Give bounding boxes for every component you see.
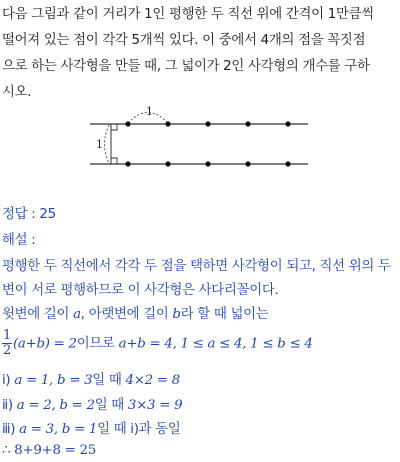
right-angle-mark-top: [111, 124, 117, 130]
problem-line: 으로 하는 사각형을 만들 때, 그 넓이가 2인 사각형의 개수를 구하: [2, 59, 370, 74]
case-calc: 3×3 = 9: [127, 398, 183, 413]
solution-line-1: 평행한 두 직선에서 각각 두 점을 택하면 사각형이 되고, 직선 위의 두: [2, 259, 391, 274]
equation: (a+b) = 2: [12, 336, 77, 352]
point-top-2: [165, 121, 170, 126]
distance-label: 1: [96, 138, 103, 151]
problem-line: 다음 그림과 같이 거리가 1인 평행한 두 직선 위에 간격이 1만큼씩: [2, 7, 374, 22]
point-bottom-4: [245, 161, 250, 166]
case-2: [2, 396, 398, 416]
point-bottom-5: [285, 161, 290, 166]
solution-header: 해설 :: [2, 233, 36, 248]
equation: a+b = 4, 1 ≤ a ≤ 4, 1 ≤ b ≤ 4: [118, 336, 313, 352]
distance-brace: [105, 125, 110, 163]
solution-line-3: [2, 305, 398, 325]
right-angle-mark-bottom: [111, 158, 117, 164]
point-top-4: [245, 121, 250, 126]
case-label: ⅰ): [2, 373, 15, 388]
case-3: [2, 420, 398, 440]
point-top-5: [285, 121, 290, 126]
problem-line: 시오.: [2, 85, 32, 100]
answer-line: 정답 : 25: [2, 207, 56, 222]
problem-statement: [2, 2, 398, 106]
fraction-denominator: 2: [3, 343, 11, 358]
case-values: a = 1, b = 3: [14, 373, 93, 388]
point-bottom-3: [205, 161, 210, 166]
point-bottom-1: [125, 161, 130, 166]
parallel-lines-figure: [90, 104, 310, 174]
text: , 아랫변에 길이: [80, 307, 173, 322]
text: 일 때 ⅰ)과 동일: [97, 422, 181, 437]
text: 일 때: [92, 373, 126, 388]
conclusion: ∴ 8+9+8 = 25: [2, 443, 96, 458]
var-b: b: [172, 307, 181, 322]
text: 일 때: [94, 398, 128, 413]
fraction-half: [2, 329, 12, 358]
fraction-numerator: 1: [3, 328, 11, 343]
text: 라 할 때 넓이는: [180, 307, 269, 322]
point-top-3: [205, 121, 210, 126]
point-top-1: [125, 121, 130, 126]
case-values: a = 3, b = 1: [19, 422, 98, 437]
text: 윗변에 길이: [2, 307, 74, 322]
text: 이므로: [76, 336, 119, 352]
problem-line: 떨어져 있는 점이 각각 5개씩 있다. 이 중에서 4개의 점을 꼭짓점: [2, 33, 366, 48]
case-label: ⅲ): [2, 422, 20, 437]
case-1: [2, 371, 398, 391]
spacing-label: 1: [146, 105, 153, 118]
solution-line-2: 변이 서로 평행하므로 이 사각형은 사다리꼴이다.: [2, 283, 279, 298]
case-label: ⅱ): [2, 398, 17, 413]
var-a: a: [73, 307, 81, 322]
point-bottom-2: [165, 161, 170, 166]
case-values: a = 2, b = 2: [16, 398, 95, 413]
case-calc: 4×2 = 8: [125, 373, 180, 388]
solution-line-4: [2, 329, 398, 360]
